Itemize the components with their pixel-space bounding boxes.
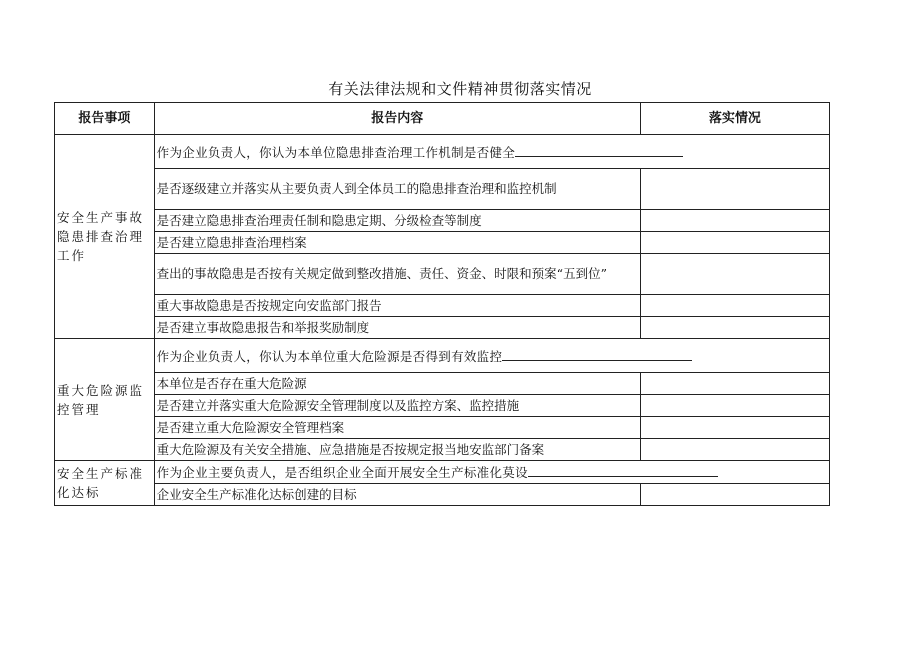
section-category: 安全生产标准化达标	[55, 461, 155, 506]
item-content: 本单位是否存在重大危险源	[154, 373, 640, 395]
table-row	[55, 295, 830, 317]
header-category: 报告事项	[55, 103, 155, 135]
table-row	[55, 135, 830, 169]
status-cell[interactable]	[640, 295, 829, 317]
report-table	[54, 102, 830, 506]
table-row	[55, 169, 830, 210]
item-content: 是否逐级建立并落实从主要负责人到全体员工的隐患排查治理和监控机制	[154, 169, 640, 210]
item-content: 是否建立事故隐患报告和举报奖励制度	[154, 317, 640, 339]
table-row	[55, 484, 830, 506]
status-cell[interactable]	[640, 484, 829, 506]
status-cell[interactable]	[640, 254, 829, 295]
section-category: 重大危险源监控管理	[55, 339, 155, 461]
table-row	[55, 439, 830, 461]
table-row	[55, 395, 830, 417]
table-header-row	[55, 103, 830, 135]
status-cell[interactable]	[640, 439, 829, 461]
item-content: 重大危险源及有关安全措施、应急措施是否按规定报当地安监部门备案	[154, 439, 640, 461]
table-row	[55, 373, 830, 395]
status-cell[interactable]	[640, 210, 829, 232]
status-cell[interactable]	[640, 232, 829, 254]
item-content: 是否建立隐患排查治理档案	[154, 232, 640, 254]
table-row	[55, 461, 830, 484]
status-cell[interactable]	[640, 417, 829, 439]
answer-blank[interactable]	[515, 142, 683, 157]
status-cell[interactable]	[640, 169, 829, 210]
section-category: 安全生产事故隐患排查治理工作	[55, 135, 155, 339]
page-title: 有关法律法规和文件精神贯彻落实情况	[328, 80, 592, 98]
section-question[interactable]	[154, 461, 829, 484]
status-cell[interactable]	[640, 317, 829, 339]
item-content: 是否建立重大危险源安全管理档案	[154, 417, 640, 439]
table-row	[55, 210, 830, 232]
question-text: 作为企业负责人，你认为本单位隐患排查治理工作机制是否健全	[156, 144, 516, 160]
section-question[interactable]	[154, 339, 829, 373]
table-row	[55, 417, 830, 439]
table-row	[55, 339, 830, 373]
question-text: 作为企业主要负责人，是否组织企业全面开展安全生产标准化莫设	[156, 465, 528, 480]
table-row	[55, 232, 830, 254]
status-cell[interactable]	[640, 395, 829, 417]
status-cell[interactable]	[640, 373, 829, 395]
question-text: 作为企业负责人，你认为本单位重大危险源是否得到有效监控	[156, 348, 503, 364]
table-row	[55, 317, 830, 339]
item-content: 重大事故隐患是否按规定向安监部门报告	[154, 295, 640, 317]
item-content: 企业安全生产标准化达标创建的目标	[154, 484, 640, 506]
item-content: 是否建立隐患排查治理责任制和隐患定期、分级检查等制度	[154, 210, 640, 232]
section-question[interactable]	[154, 135, 829, 169]
item-content: 是否建立并落实重大危险源安全管理制度以及监控方案、监控措施	[154, 395, 640, 417]
header-content: 报告内容	[154, 103, 640, 135]
header-status: 落实情况	[640, 103, 829, 135]
answer-blank[interactable]	[502, 346, 692, 361]
item-content: 查出的事故隐患是否按有关规定做到整改措施、责任、资金、时限和预案“五到位”	[154, 254, 640, 295]
answer-blank[interactable]	[528, 462, 718, 477]
table-row	[55, 254, 830, 295]
